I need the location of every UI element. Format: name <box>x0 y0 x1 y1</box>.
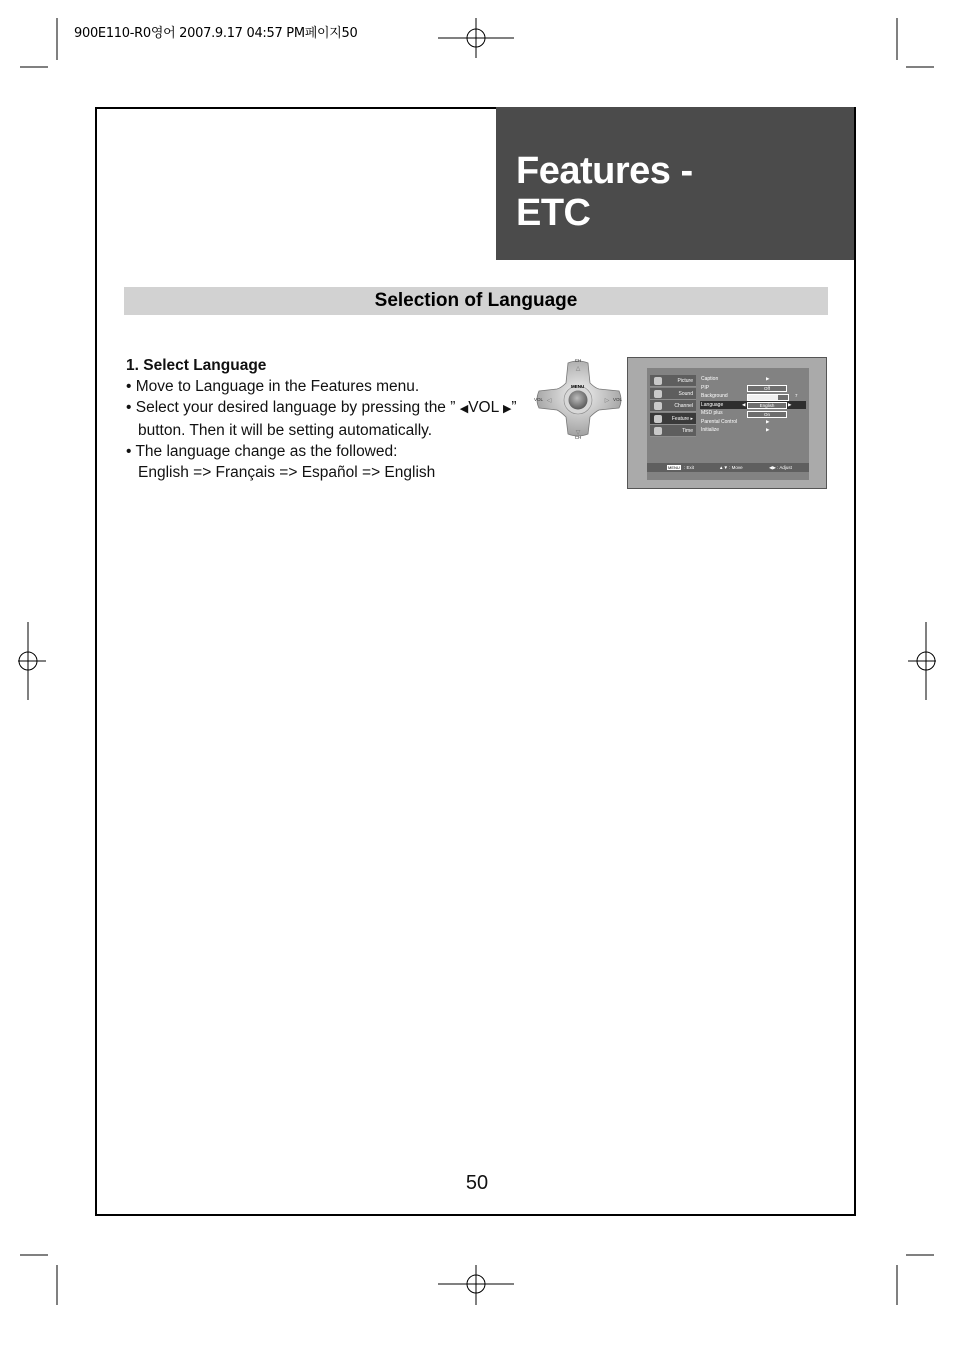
section-title: Selection of Language <box>374 290 578 311</box>
submenu-arrow-icon: ▶ <box>766 376 770 381</box>
picture-icon <box>654 377 662 385</box>
down-arrow-icon: ▽ <box>575 430 581 436</box>
menu-key-badge: MENU <box>668 465 680 470</box>
left-triangle-icon: ◀ <box>459 403 469 415</box>
step-bullet-2 <box>126 397 526 420</box>
page-number: 50 <box>465 1172 489 1194</box>
bullet2-post: ” <box>511 399 517 416</box>
tv-menu-footer <box>647 463 809 472</box>
ch-up-label: CH <box>574 358 582 363</box>
sound-icon <box>654 390 662 398</box>
exit-hint: : Exit <box>684 465 695 470</box>
page-frame <box>95 107 856 1216</box>
pip-value: Off <box>747 385 787 392</box>
up-arrow-icon: △ <box>575 366 581 372</box>
tv-row-label: Caption <box>701 376 719 382</box>
dpad-center <box>569 391 588 410</box>
tv-sidebar-label: Channel <box>674 403 693 409</box>
left-arrow-icon: ◁ <box>546 398 552 404</box>
tv-row-msd <box>700 409 806 418</box>
step-bullet-3: • The language change as the followed: <box>126 443 398 460</box>
page-title-line2: ETC <box>516 192 591 234</box>
right-arrow-icon: ▷ <box>604 398 610 404</box>
tv-row-background <box>700 392 806 401</box>
left-arrow-icon: ◀ <box>742 401 746 407</box>
instructions <box>126 355 526 483</box>
submenu-arrow-icon: ▶ <box>766 418 770 424</box>
vol-label: VOL <box>468 399 499 416</box>
tv-row-initialize <box>700 426 806 435</box>
submenu-arrow-icon: ▶ <box>766 427 770 432</box>
tv-row-caption <box>700 375 806 384</box>
page-title-line1: Features - <box>516 150 693 192</box>
tv-row-language <box>700 401 806 410</box>
tv-row-label: PIP <box>701 384 710 391</box>
menu-label: MENU <box>571 384 585 389</box>
tv-sidebar-item-time <box>650 425 696 437</box>
tv-row-label: Background <box>701 393 728 399</box>
tv-row-label: MSD plus <box>701 410 723 416</box>
msd-value: On <box>747 411 787 418</box>
adjust-hint: ◀▶ : Adjust <box>769 465 792 470</box>
tv-menu-rows <box>700 375 806 435</box>
tv-row-pip <box>700 384 806 393</box>
time-icon <box>654 427 662 435</box>
print-header: 900E110-R0영어 2007.9.17 04:57 PM페이지50 <box>74 26 358 41</box>
language-value: English <box>747 402 787 409</box>
tv-sidebar-label: Sound <box>678 390 693 397</box>
tv-sidebar-item-channel <box>650 400 696 412</box>
step-bullet-2-cont: button. Then it will be setting automatically. <box>138 422 433 439</box>
tv-row-label: Parental Control <box>701 418 738 425</box>
tv-menu-panel <box>647 368 809 480</box>
step-bullet-3-cont: English => Français => Español => English <box>138 464 436 481</box>
vol-left-label: VOL <box>534 397 544 402</box>
right-arrow-icon: ▶ <box>788 401 792 407</box>
tv-row-label: Language <box>701 401 724 408</box>
feature-icon <box>654 415 662 423</box>
tv-sidebar-item-feature: Feature ▸ <box>650 413 696 425</box>
right-triangle-icon: ▶ <box>502 403 512 415</box>
tv-row-label: Initialize <box>701 427 720 433</box>
tv-sidebar-item-picture <box>650 375 696 387</box>
vol-right-label: VOL <box>613 397 623 402</box>
remote-dpad-illustration <box>533 356 625 440</box>
step-heading: 1. Select Language <box>126 357 267 374</box>
page-title <box>516 150 693 234</box>
tv-sidebar-label: Time <box>682 428 693 434</box>
ch-down-label: CH <box>574 435 582 440</box>
background-level-bar <box>747 394 789 401</box>
tv-row-parental <box>700 418 806 427</box>
step-bullet-1: • Move to Language in the Features menu. <box>126 378 420 395</box>
tv-sidebar-label: Picture <box>677 378 693 384</box>
tv-menu-screenshot <box>627 357 827 489</box>
move-hint: ▲▼ : Move <box>719 465 743 470</box>
tv-menu-sidebar <box>650 375 696 438</box>
tv-sidebar-label: Feature <box>671 415 690 422</box>
background-level-fill <box>748 395 778 400</box>
channel-icon <box>654 402 662 410</box>
bullet2-pre: • Select your desired language by pressing the ” <box>126 399 456 416</box>
tv-sidebar-item-sound <box>650 388 696 400</box>
background-value: 7 <box>795 393 798 398</box>
